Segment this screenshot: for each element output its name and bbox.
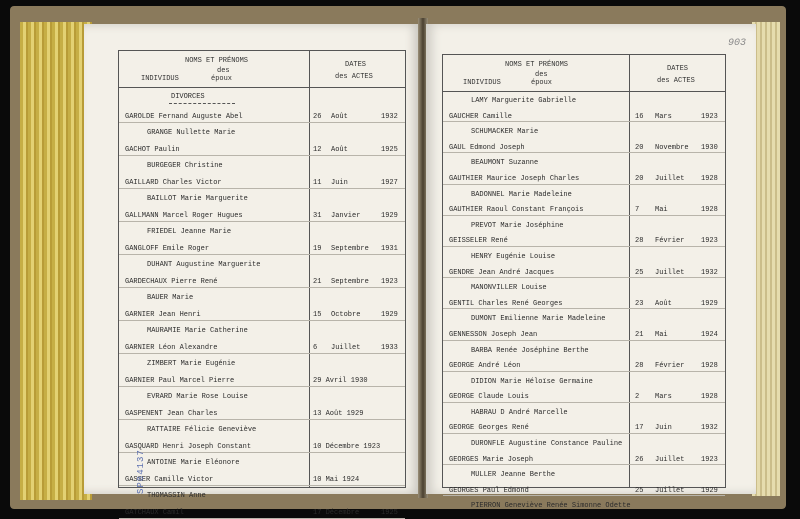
spouse-name: THOMASSIN Anne: [147, 492, 206, 500]
spouse-name: MULLER Jeanne Berthe: [471, 471, 555, 479]
table-row: [443, 356, 725, 372]
header-epoux: époux: [531, 79, 552, 87]
individual-name: GENTIL Charles René Georges: [449, 300, 562, 308]
spouse-name: DUHANT Augustine Marguerite: [147, 261, 260, 269]
right-page: [426, 24, 756, 494]
act-date-day: 6: [313, 344, 317, 352]
individual-name: GEORGE Georges René: [449, 424, 529, 432]
header-individus: INDIVIDUS: [141, 75, 179, 83]
header-dates: DATES: [345, 61, 366, 69]
table-row: [119, 354, 405, 371]
table-row: [119, 420, 405, 437]
right-register-table: [442, 54, 726, 488]
act-date-month: Juillet: [331, 344, 360, 352]
act-date-day: 19: [313, 245, 321, 253]
table-row: [443, 481, 725, 497]
act-date-day: 16: [635, 113, 643, 121]
act-date-day: 17: [635, 424, 643, 432]
table-row: [119, 305, 405, 322]
act-date-year: 1928: [701, 206, 718, 214]
table-row: [443, 107, 725, 123]
spouse-name: ANTOINE Marie Eléonore: [147, 459, 239, 467]
table-row: [443, 122, 725, 138]
table-row: [119, 272, 405, 289]
spouse-name: BAUER Marie: [147, 294, 193, 302]
act-date-year: 1928: [701, 362, 718, 370]
spouse-name: FRIEDEL Jeanne Marie: [147, 228, 231, 236]
act-date-year: 1932: [381, 113, 398, 121]
individual-name: GARDECHAUX Pierre René: [125, 278, 217, 286]
table-row: [443, 294, 725, 310]
spouse-name: GRANGE Nullette Marie: [147, 129, 235, 137]
section-heading: DIVORCES: [171, 93, 205, 101]
individual-name: GATCHAUX Camil: [125, 509, 184, 517]
act-date-month: Juillet: [655, 175, 684, 183]
act-date-year: 1929: [701, 300, 718, 308]
act-date-month: Juillet: [655, 487, 684, 495]
act-date-year: 1929: [381, 212, 398, 220]
table-row: [443, 169, 725, 185]
table-row: [119, 437, 405, 454]
individual-name: GASSER Camille Victor: [125, 476, 213, 484]
table-row: [443, 496, 725, 512]
act-date-year: 1925: [381, 146, 398, 154]
act-date-day: 11: [313, 179, 321, 187]
individual-name: GEORGES Paul Edmond: [449, 487, 529, 495]
act-date-year: 1923: [701, 237, 718, 245]
table-row: [119, 371, 405, 388]
act-date-month: Février: [655, 237, 684, 245]
right-table-header: [443, 55, 725, 92]
spouse-name: DIDION Marie Héloïse Germaine: [471, 378, 593, 386]
individual-name: GAUCHER Camille: [449, 113, 512, 121]
table-row: [443, 185, 725, 201]
table-row: [119, 503, 405, 519]
individual-name: GEORGE Claude Louis: [449, 393, 529, 401]
table-row: [119, 206, 405, 223]
spouse-name: RATTAIRE Félicie Geneviève: [147, 426, 256, 434]
act-date-month: Mars: [655, 393, 672, 401]
table-row: [443, 263, 725, 279]
left-table-header: [119, 51, 405, 88]
act-date-day: 23: [635, 300, 643, 308]
spouse-name: PREVOT Marie Joséphine: [471, 222, 563, 230]
act-date-day: 10 Décembre 1923: [313, 443, 380, 451]
act-date-day: 21: [313, 278, 321, 286]
table-row: [119, 173, 405, 190]
table-row: [119, 470, 405, 487]
individual-name: GAILLARD Charles Victor: [125, 179, 222, 187]
act-date-month: Mai: [655, 331, 668, 339]
act-date-month: Novembre: [655, 144, 689, 152]
table-row: [119, 239, 405, 256]
table-row: [119, 123, 405, 140]
spouse-name: SCHUMACKER Marie: [471, 128, 538, 136]
header-names-title: NOMS ET PRÉNOMS: [505, 61, 568, 69]
table-row: [119, 321, 405, 338]
table-row: [443, 450, 725, 466]
act-date-day: 31: [313, 212, 321, 220]
act-date-day: 21: [635, 331, 643, 339]
individual-name: GEISSELER René: [449, 237, 508, 245]
table-row: [443, 418, 725, 434]
act-date-month: Août: [331, 146, 348, 154]
act-date-month: Janvier: [331, 212, 360, 220]
spouse-name: EVRARD Marie Rose Louise: [147, 393, 248, 401]
header-des: des: [217, 67, 230, 75]
table-row: [443, 247, 725, 263]
spouse-name: BURGEGER Christine: [147, 162, 223, 170]
act-date-year: 1927: [381, 179, 398, 187]
act-date-month: Septembre: [331, 245, 369, 253]
individual-name: GACHOT Paulin: [125, 146, 180, 154]
table-row: [119, 453, 405, 470]
table-row: [443, 231, 725, 247]
table-row: [443, 309, 725, 325]
spouse-name: MAURAMIE Marie Catherine: [147, 327, 248, 335]
act-date-day: 25: [635, 487, 643, 495]
spouse-name: BARBA Renée Joséphine Berthe: [471, 347, 589, 355]
act-date-year: 1923: [701, 456, 718, 464]
act-date-year: 1929: [701, 487, 718, 495]
act-date-year: 1928: [701, 175, 718, 183]
act-date-month: Août: [655, 300, 672, 308]
table-row: [119, 222, 405, 239]
spouse-name: LAMY Marguerite Gabrielle: [471, 97, 576, 105]
individual-name: GAROLDE Fernand Auguste Abel: [125, 113, 243, 121]
table-row: [119, 387, 405, 404]
act-date-year: 1928: [701, 393, 718, 401]
table-row: [443, 200, 725, 216]
individual-name: GAUTHIER Raoul Constant François: [449, 206, 583, 214]
table-row: [119, 189, 405, 206]
spouse-name: BADONNEL Marie Madeleine: [471, 191, 572, 199]
spouse-name: PIERRON Geneviève Renée Simonne Odette: [471, 502, 631, 510]
header-des: des: [535, 71, 548, 79]
individual-name: GARNIER Léon Alexandre: [125, 344, 217, 352]
act-date-day: 28: [635, 237, 643, 245]
header-epoux: époux: [211, 75, 232, 83]
act-date-month: Juillet: [655, 456, 684, 464]
individual-name: GAUTHIER Maurice Joseph Charles: [449, 175, 579, 183]
spouse-name: DUMONT Emilienne Marie Madeleine: [471, 315, 605, 323]
right-rows: [443, 91, 725, 487]
individual-name: GENNESSON Joseph Jean: [449, 331, 537, 339]
table-row: [443, 325, 725, 341]
table-row: [119, 107, 405, 124]
table-row: [443, 341, 725, 357]
page-edges-right: [752, 22, 780, 496]
act-date-month: Octobre: [331, 311, 360, 319]
act-date-day: 26: [635, 456, 643, 464]
table-row: [119, 288, 405, 305]
spouse-name: HABRAU D André Marcelle: [471, 409, 568, 417]
left-page: [84, 24, 420, 494]
left-rows: [119, 87, 405, 487]
header-dates: DATES: [667, 65, 688, 73]
spouse-name: BAILLOT Marie Marguerite: [147, 195, 248, 203]
act-date-year: 1933: [381, 344, 398, 352]
act-date-year: 1925: [381, 509, 398, 517]
table-row: [443, 153, 725, 169]
table-row: [119, 255, 405, 272]
individual-name: GEORGE André Léon: [449, 362, 520, 370]
act-date-year: 1929: [381, 311, 398, 319]
spouse-name: BEAUMONT Suzanne: [471, 159, 538, 167]
act-date-month: Juillet: [655, 269, 684, 277]
individual-name: GEORGES Marie Joseph: [449, 456, 533, 464]
act-date-day: 12: [313, 146, 321, 154]
left-register-table: [118, 50, 406, 488]
spouse-name: HENRY Eugénie Louise: [471, 253, 555, 261]
act-date-day: 25: [635, 269, 643, 277]
table-row: [443, 278, 725, 294]
page-edges-left: [20, 22, 92, 500]
header-individus: INDIVIDUS: [463, 79, 501, 87]
act-date-month: Juin: [655, 424, 672, 432]
individual-name: GASQUARD Henri Joseph Constant: [125, 443, 251, 451]
folio-number: 903: [728, 38, 746, 49]
act-date-year: 1932: [701, 424, 718, 432]
call-number: SP84137: [136, 449, 146, 494]
header-des-actes: des ACTES: [657, 77, 695, 85]
act-date-year: 1932: [701, 269, 718, 277]
individual-name: GALLMANN Marcel Roger Hugues: [125, 212, 243, 220]
act-date-day: 29 Avril 1930: [313, 377, 368, 385]
act-date-day: 20: [635, 175, 643, 183]
act-date-month: Juin: [331, 179, 348, 187]
table-row: [119, 486, 405, 503]
act-date-day: 2: [635, 393, 639, 401]
table-row: [443, 434, 725, 450]
individual-name: GASPENENT Jean Charles: [125, 410, 217, 418]
table-row: [443, 387, 725, 403]
individual-name: GARNIER Jean Henri: [125, 311, 201, 319]
table-row: [443, 91, 725, 107]
table-row: [119, 156, 405, 173]
act-date-month: Mai: [655, 206, 668, 214]
spouse-name: DURONFLE Augustine Constance Pauline: [471, 440, 622, 448]
table-row: [443, 372, 725, 388]
individual-name: GANGLOFF Emile Roger: [125, 245, 209, 253]
spouse-name: ZIMBERT Marie Eugénie: [147, 360, 235, 368]
table-row: [443, 465, 725, 481]
act-date-year: 1923: [701, 113, 718, 121]
act-date-day: 17 Décembre: [313, 509, 359, 517]
act-date-year: 1930: [701, 144, 718, 152]
individual-name: GENDRE Jean André Jacques: [449, 269, 554, 277]
act-date-day: 15: [313, 311, 321, 319]
act-date-year: 1923: [381, 278, 398, 286]
individual-name: GARNIER Paul Marcel Pierre: [125, 377, 234, 385]
table-row: [119, 338, 405, 355]
act-date-day: 20: [635, 144, 643, 152]
act-date-month: Septembre: [331, 278, 369, 286]
header-names-title: NOMS ET PRÉNOMS: [185, 57, 248, 65]
act-date-year: 1931: [381, 245, 398, 253]
act-date-year: 1924: [701, 331, 718, 339]
table-row: [119, 404, 405, 421]
table-row: [443, 216, 725, 232]
table-row: [119, 140, 405, 157]
table-row: [443, 138, 725, 154]
act-date-day: 7: [635, 206, 639, 214]
act-date-month: Août: [331, 113, 348, 121]
act-date-day: 10 Mai 1924: [313, 476, 359, 484]
act-date-day: 28: [635, 362, 643, 370]
act-date-month: Février: [655, 362, 684, 370]
section-heading-row: [119, 87, 405, 107]
header-des-actes: des ACTES: [335, 73, 373, 81]
act-date-month: Mars: [655, 113, 672, 121]
act-date-day: 13 Août 1929: [313, 410, 363, 418]
act-date-day: 26: [313, 113, 321, 121]
individual-name: GAUL Edmond Joseph: [449, 144, 525, 152]
table-row: [443, 403, 725, 419]
spouse-name: MANONVILLER Louise: [471, 284, 547, 292]
